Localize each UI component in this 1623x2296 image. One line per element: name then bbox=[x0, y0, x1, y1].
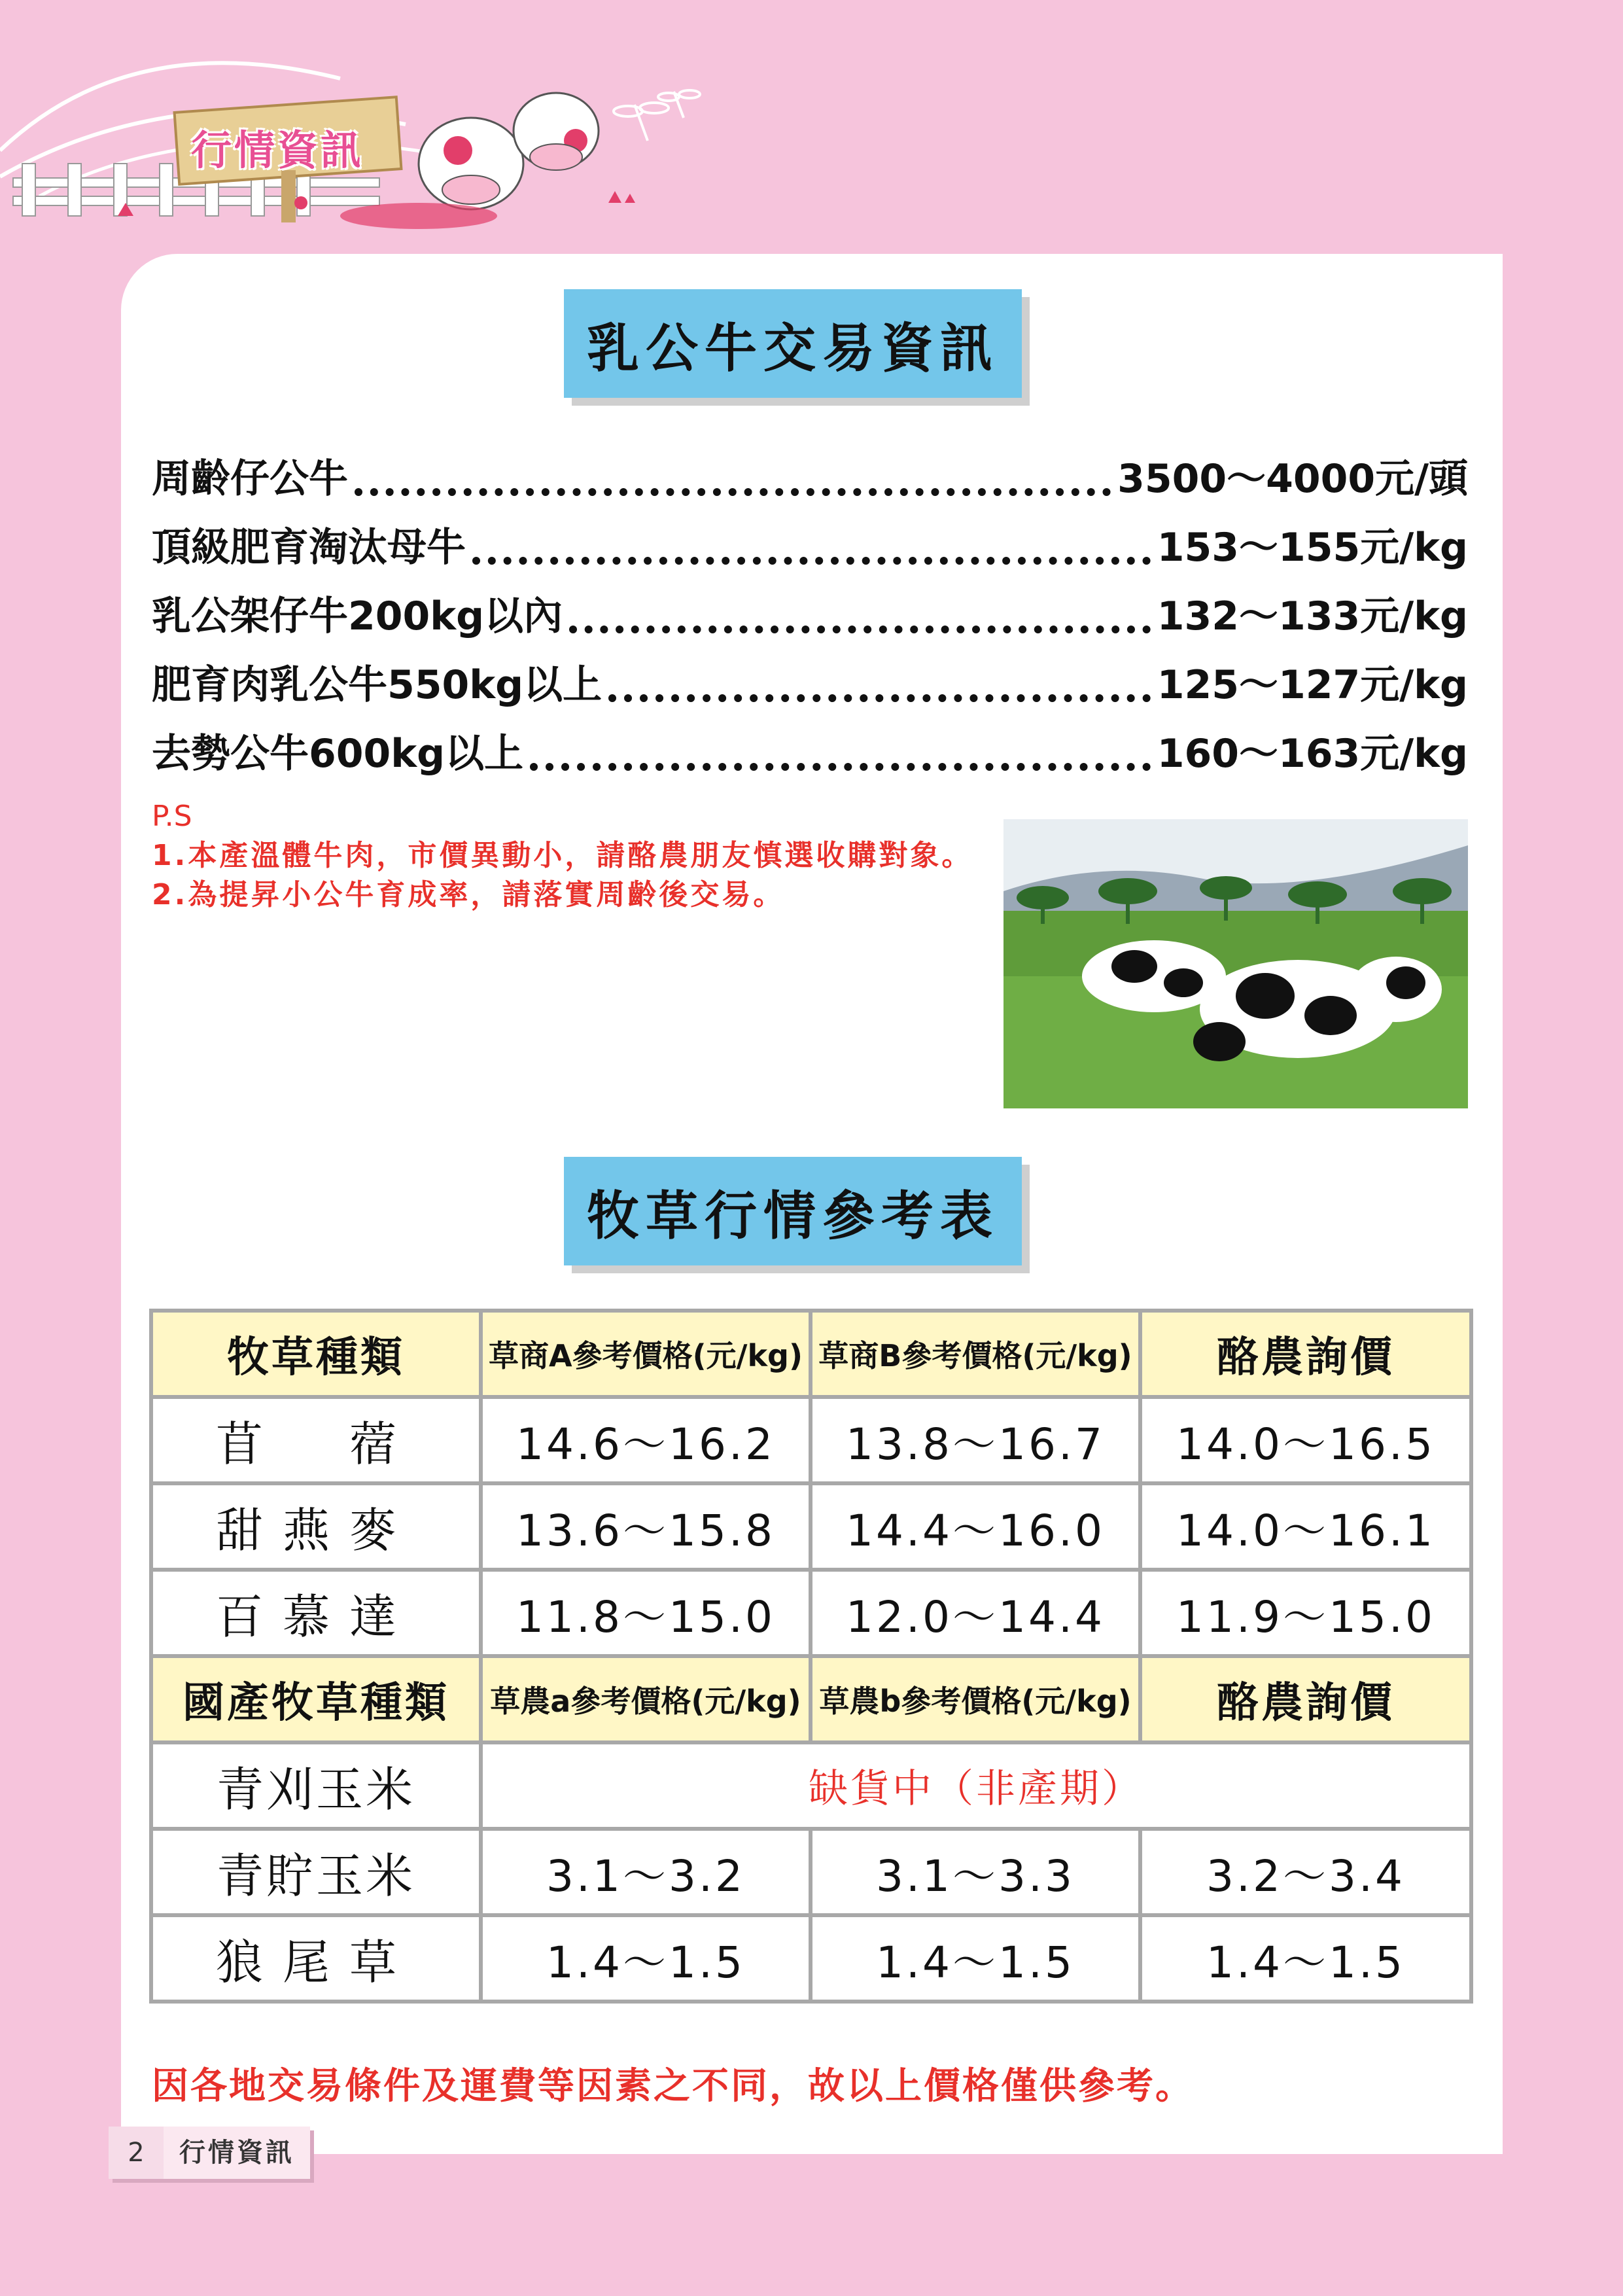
table-cell: 1.4～1.5 bbox=[811, 1915, 1140, 2002]
table-row bbox=[151, 1829, 1471, 1915]
price-row bbox=[152, 658, 1468, 710]
price-row bbox=[152, 726, 1468, 779]
price-item-value: 160～163元/kg bbox=[1157, 731, 1468, 777]
out-of-stock-text: 缺貨中（非產期） bbox=[481, 1742, 1471, 1829]
table-cell: 3.1～3.3 bbox=[811, 1829, 1140, 1915]
forage-name: 狼尾草 bbox=[151, 1915, 481, 2002]
price-item-value: 125～127元/kg bbox=[1157, 662, 1468, 708]
table-cell: 3.2～3.4 bbox=[1140, 1829, 1471, 1915]
column-header: 草農a參考價格(元/kg) bbox=[481, 1656, 811, 1742]
forage-name: 百慕達 bbox=[151, 1570, 481, 1656]
page-number: 2 bbox=[128, 2138, 145, 2168]
price-item-name: 乳公架仔牛200kg以內 bbox=[152, 593, 563, 639]
price-item-value: 153～155元/kg bbox=[1157, 525, 1468, 571]
column-header: 草商B參考價格(元/kg) bbox=[811, 1311, 1140, 1397]
table-row bbox=[151, 1483, 1471, 1570]
column-header: 酪農詢價 bbox=[1140, 1656, 1471, 1742]
table-cell: 11.8～15.0 bbox=[481, 1570, 811, 1656]
price-item-name: 周齡仔公牛 bbox=[152, 456, 348, 502]
forage-name: 苜 蓿 bbox=[151, 1397, 481, 1483]
price-row bbox=[152, 589, 1468, 641]
table-header-row bbox=[151, 1311, 1471, 1397]
section2-title: 牧草行情參考表 bbox=[564, 1157, 1022, 1265]
leader-dots bbox=[472, 557, 1151, 565]
table-row bbox=[151, 1397, 1471, 1483]
column-header: 國產牧草種類 bbox=[151, 1656, 481, 1742]
ps-notes bbox=[152, 797, 976, 915]
footer-label: 行情資訊 bbox=[164, 2127, 310, 2179]
section1-title: 乳公牛交易資訊 bbox=[564, 289, 1022, 398]
leader-dots bbox=[608, 694, 1151, 702]
table-row bbox=[151, 1742, 1471, 1829]
leader-dots bbox=[530, 763, 1151, 771]
forage-name: 青刈玉米 bbox=[151, 1742, 481, 1829]
table-row bbox=[151, 1570, 1471, 1656]
leader-dots bbox=[355, 488, 1111, 496]
price-item-value: 132～133元/kg bbox=[1157, 593, 1468, 639]
page-footer bbox=[109, 2127, 310, 2179]
ps-item: 1.本產溫體牛肉，市價異動小，請酪農朋友慎選收購對象。 bbox=[152, 839, 973, 872]
table-cell: 3.1～3.2 bbox=[481, 1829, 811, 1915]
table-cell: 14.0～16.5 bbox=[1140, 1397, 1471, 1483]
column-header: 牧草種類 bbox=[151, 1311, 481, 1397]
price-row bbox=[152, 520, 1468, 573]
ps-item: 2.為提昇小公牛育成率，請落實周齡後交易。 bbox=[152, 878, 785, 911]
column-header: 酪農詢價 bbox=[1140, 1311, 1471, 1397]
ps-heading: P.S bbox=[152, 800, 192, 833]
table-cell: 14.4～16.0 bbox=[811, 1483, 1140, 1570]
leader-dots bbox=[569, 626, 1151, 633]
table-cell: 13.8～16.7 bbox=[811, 1397, 1140, 1483]
price-item-value: 3500～4000元/頭 bbox=[1117, 456, 1468, 502]
forage-price-table bbox=[149, 1309, 1473, 2004]
table-cell: 11.9～15.0 bbox=[1140, 1570, 1471, 1656]
table-header-row bbox=[151, 1656, 1471, 1742]
disclaimer-note: 因各地交易條件及運費等因素之不同，故以上價格僅供參考。 bbox=[152, 2065, 1194, 2108]
forage-name: 甜燕麥 bbox=[151, 1483, 481, 1570]
table-row bbox=[151, 1915, 1471, 2002]
table-cell: 1.4～1.5 bbox=[481, 1915, 811, 2002]
cows-grazing-photo bbox=[1003, 819, 1468, 1108]
table-cell: 14.0～16.1 bbox=[1140, 1483, 1471, 1570]
price-item-name: 頂級肥育淘汰母牛 bbox=[152, 525, 466, 571]
table-cell: 12.0～14.4 bbox=[811, 1570, 1140, 1656]
table-cell: 14.6～16.2 bbox=[481, 1397, 811, 1483]
forage-name: 青貯玉米 bbox=[151, 1829, 481, 1915]
header-title: 行情資訊 bbox=[191, 126, 364, 174]
price-item-name: 去勢公牛600kg以上 bbox=[152, 731, 524, 777]
table-cell: 13.6～15.8 bbox=[481, 1483, 811, 1570]
column-header: 草農b參考價格(元/kg) bbox=[811, 1656, 1140, 1742]
column-header: 草商A參考價格(元/kg) bbox=[481, 1311, 811, 1397]
price-row bbox=[152, 451, 1468, 504]
table-cell: 1.4～1.5 bbox=[1140, 1915, 1471, 2002]
price-item-name: 肥育肉乳公牛550kg以上 bbox=[152, 662, 602, 708]
